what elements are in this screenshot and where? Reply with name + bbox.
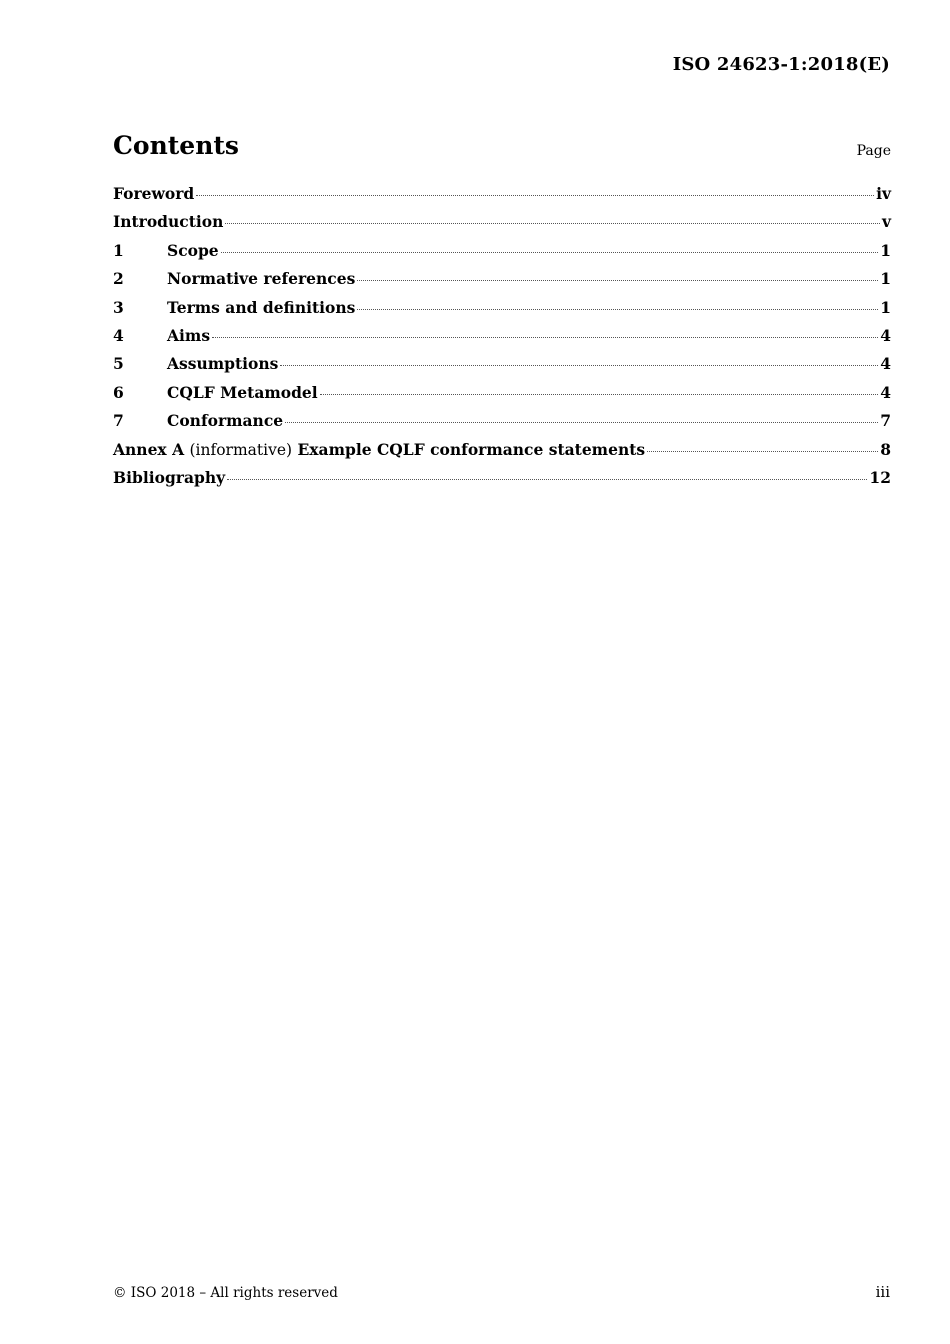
toc-entry-bibliography[interactable] bbox=[113, 468, 891, 496]
toc-entry-terms-and-definitions[interactable] bbox=[113, 298, 891, 326]
contents-title: Contents bbox=[113, 131, 240, 160]
toc-entry-aims[interactable] bbox=[113, 326, 891, 354]
toc-entry-foreword[interactable] bbox=[113, 184, 891, 212]
dot-leader bbox=[196, 194, 874, 196]
dot-leader bbox=[221, 251, 879, 253]
toc-entry-page[interactable]: 4 bbox=[880, 382, 891, 402]
table-of-contents bbox=[113, 184, 891, 496]
toc-entry-number: 2 bbox=[113, 269, 124, 289]
page-column-label: Page bbox=[856, 143, 891, 159]
dot-leader bbox=[647, 450, 878, 452]
toc-entry-cqlf-metamodel[interactable] bbox=[113, 383, 891, 411]
contents-header bbox=[113, 131, 891, 165]
dot-leader bbox=[280, 364, 878, 366]
toc-entry-page[interactable]: 12 bbox=[869, 467, 891, 487]
toc-entry-page[interactable]: 1 bbox=[880, 240, 891, 260]
toc-entry-number: 3 bbox=[113, 297, 124, 317]
toc-entry-number: 4 bbox=[113, 325, 124, 345]
toc-entry-page[interactable]: 1 bbox=[880, 297, 891, 317]
toc-entry-title[interactable]: Aims bbox=[167, 325, 211, 345]
toc-entry-title[interactable] bbox=[113, 440, 645, 459]
toc-entry-page[interactable]: v bbox=[881, 212, 891, 232]
dot-leader bbox=[225, 222, 880, 224]
toc-entry-title[interactable]: Scope bbox=[167, 240, 219, 260]
toc-entry-normative-references[interactable] bbox=[113, 269, 891, 297]
toc-entry-title[interactable]: Introduction bbox=[113, 212, 224, 232]
footer-copyright: © ISO 2018 – All rights reserved bbox=[113, 1285, 338, 1301]
toc-entry-number: 7 bbox=[113, 411, 124, 431]
toc-entry-page[interactable]: 4 bbox=[880, 354, 891, 374]
dot-leader bbox=[357, 308, 878, 310]
toc-entry-page[interactable]: iv bbox=[876, 184, 891, 203]
annex-title: Example CQLF conformance statements bbox=[297, 439, 646, 459]
dot-leader bbox=[227, 478, 867, 480]
toc-entry-title[interactable]: Normative references bbox=[167, 269, 356, 289]
footer-page-number: iii bbox=[875, 1283, 890, 1301]
toc-entry-title[interactable]: Bibliography bbox=[113, 467, 226, 487]
toc-entry-title[interactable]: Assumptions bbox=[167, 354, 279, 374]
toc-entry-number: 1 bbox=[113, 240, 124, 260]
toc-entry-annex-a[interactable] bbox=[113, 440, 891, 468]
dot-leader bbox=[357, 279, 878, 281]
toc-entry-page[interactable]: 7 bbox=[880, 411, 891, 431]
annex-note: (informative) bbox=[189, 440, 293, 459]
toc-entry-assumptions[interactable] bbox=[113, 354, 891, 382]
toc-entry-number: 6 bbox=[113, 382, 124, 402]
toc-entry-page[interactable]: 8 bbox=[880, 439, 891, 459]
toc-entry-title[interactable]: CQLF Metamodel bbox=[167, 382, 318, 402]
toc-entry-page[interactable]: 4 bbox=[880, 325, 891, 345]
dot-leader bbox=[320, 393, 879, 395]
toc-entry-number: 5 bbox=[113, 354, 124, 374]
annex-label: Annex A bbox=[113, 439, 185, 459]
toc-entry-title[interactable]: Conformance bbox=[167, 411, 284, 431]
dot-leader bbox=[285, 421, 878, 423]
toc-entry-page[interactable]: 1 bbox=[880, 269, 891, 289]
dot-leader bbox=[212, 336, 878, 338]
toc-entry-title[interactable]: Foreword bbox=[113, 184, 195, 203]
document-id: ISO 24623-1:2018(E) bbox=[672, 54, 890, 75]
toc-entry-scope[interactable] bbox=[113, 241, 891, 269]
toc-entry-introduction[interactable] bbox=[113, 212, 891, 240]
toc-entry-conformance[interactable] bbox=[113, 411, 891, 439]
toc-entry-title[interactable]: Terms and definitions bbox=[167, 297, 356, 317]
